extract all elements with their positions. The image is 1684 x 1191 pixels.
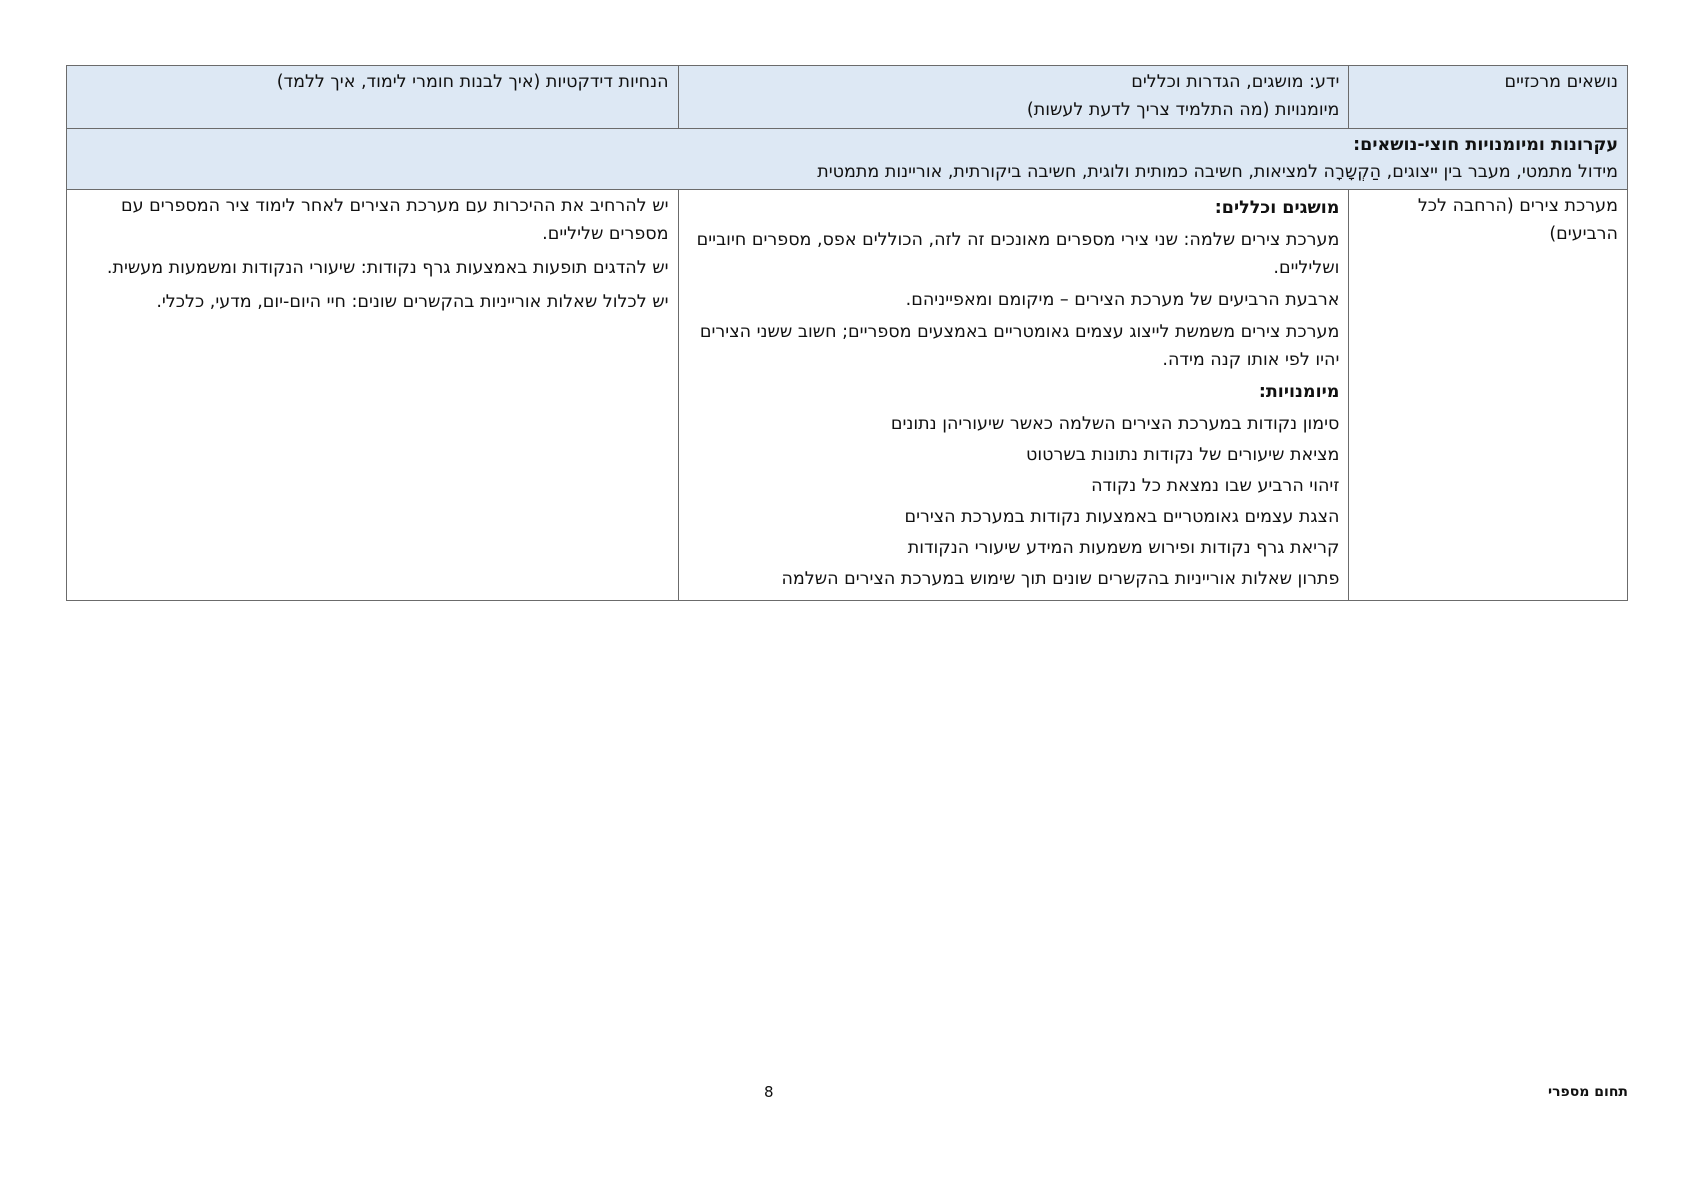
page-number: 8 <box>764 1083 774 1101</box>
table-row <box>67 190 1628 601</box>
curriculum-table <box>66 65 1628 601</box>
topic-cell: מערכת צירים (הרחבה לכל הרביעים) <box>1349 190 1628 601</box>
principles-cell <box>67 129 1628 190</box>
didactic-item: יש להדגים תופעות באמצעות גרף נקודות: שיעורי הנקודות ומשמעות מעשית. <box>106 258 669 278</box>
skill-item: סימון נקודות במערכת הצירים השלמה כאשר שיעוריהן נתונים <box>890 414 1340 434</box>
skill-item: הצגת עצמים גאומטריים באמצעות נקודות במערכת הצירים <box>904 507 1340 527</box>
concept-item: ארבעת הרביעים של מערכת הצירים – מיקומם ומאפייניהם. <box>905 290 1340 310</box>
concepts-title: מושגים וכללים: <box>1214 198 1340 218</box>
skill-item: פתרון שאלות אורייניות בהקשרים שונים תוך שימוש במערכת הצירים השלמה <box>781 569 1340 589</box>
principles-row <box>67 129 1628 190</box>
header-knowledge-line2: מיומנויות (מה התלמיד צריך לדעת לעשות) <box>1026 100 1340 120</box>
didactic-item: יש להרחיב את ההיכרות עם מערכת הצירים לאחר לימוד ציר המספרים עם מספרים שליליים. <box>120 196 669 244</box>
principles-text: מידול מתמטי, מעבר בין ייצוגים, הַקְשָרָה למציאות, חשיבה כמותית ולוגית, חשיבה ביקורתית, אוריינות מתמטית <box>817 162 1618 182</box>
skill-item: מציאת שיעורים של נקודות נתונות בשרטוט <box>1026 445 1340 465</box>
table-header-row <box>67 66 1628 129</box>
header-knowledge <box>678 66 1349 129</box>
knowledge-cell <box>678 190 1349 601</box>
skill-item: קריאת גרף נקודות ופירוש משמעות המידע שיעורי הנקודות <box>907 538 1340 558</box>
didactic-cell <box>67 190 679 601</box>
skill-item: זיהוי הרביע שבו נמצאת כל נקודה <box>1091 476 1340 496</box>
skills-title: מיומנויות: <box>1258 382 1340 402</box>
header-knowledge-line1: ידע: מושגים, הגדרות וכללים <box>1131 72 1340 92</box>
header-topics: נושאים מרכזיים <box>1349 66 1628 129</box>
footer-domain-label: תחום מספרי <box>1547 1084 1628 1100</box>
header-didactic: הנחיות דידקטיות (איך לבנות חומרי לימוד, איך ללמד) <box>67 66 679 129</box>
didactic-item: יש לכלול שאלות אורייניות בהקשרים שונים: חיי היום-יום, מדעי, כלכלי. <box>156 292 669 312</box>
concept-item: מערכת צירים משמשת לייצוג עצמים גאומטריים באמצעים מספריים; חשוב ששני הצירים יהיו לפי אותו קנה מידה. <box>699 322 1340 370</box>
principles-title: עקרונות ומיומנויות חוצי-נושאים: <box>1353 135 1618 155</box>
concept-item: מערכת צירים שלמה: שני צירי מספרים מאונכים זה לזה, הכוללים אפס, מספרים חיוביים ושליליים. <box>696 230 1340 278</box>
